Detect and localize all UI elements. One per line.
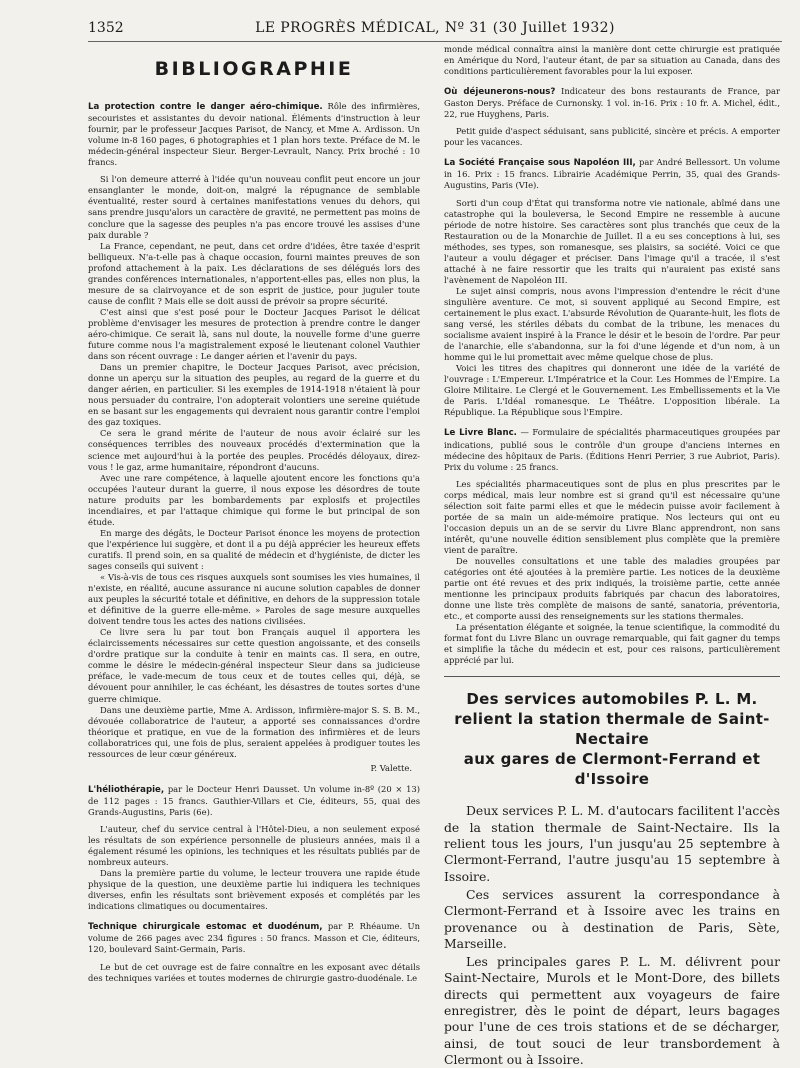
entry-citation — [444, 157, 780, 191]
review-heliotherapie — [88, 784, 420, 913]
entry-title: Où déjeunerons-nous? — [444, 87, 556, 98]
paragraph: Ce sera le grand mérite de l'auteur de nous avoir éclairé sur les conséquences terribles des nouveaux procédés d'extermination que la science met aujourd'hui à la portée des peuples. Procédés déloyaux, direz-vous ! le gaz, arme humanitaire, répondront d'aucuns. — [88, 428, 420, 472]
paragraph: Avec une rare compétence, à laquelle ajoutent encore les fonctions qu'a occupées l'auteur durant la guerre, il nous expose les désordres de toute nature produits par les bombardements par explosifs et projectiles incendiaires, et par l'attaque chimique qui forme le but principal de son étude. — [88, 472, 420, 527]
notice-title — [444, 689, 780, 789]
paragraph: Le sujet ainsi compris, nous avons l'impression d'entendre le récit d'une singulière aventure. Ce mot, si souvent appliqué au Second Empire, est certainement le plus exact. L'absurde Révolution de Quarante-huit, les flots de sang versé, les stériles débats du combat de la tribune, les menaces du socialisme avaient inspiré à la France le désir et le besoin de l'ordre. Par peur de l'anarchie, elle s'abandonna, sur la foi d'une légende et d'un nom, à un homme qui le lui promettait avec même quelque chose de plus. — [444, 285, 780, 363]
right-column — [444, 44, 780, 1067]
notice-title-line: Des services automobiles P. L. M. — [466, 690, 758, 709]
entry-citation — [88, 921, 420, 955]
entry-title: L'héliothérapie, — [88, 784, 165, 795]
paragraph: La France, cependant, ne peut, dans cet ordre d'idées, être taxée d'esprit belliqueux. N'a-t-elle pas à chaque occasion, fourni maintes preuves de son profond attachement à la paix. Les déclarations de ses délégués lors des grandes conférences internationales, n'apportent-elles pas, elles non plus, la mesure de sa clairvoyance et de son esprit de justice, pour juguler toute cause de conflit ? Mais elle se doit aussi de prévoir sa propre sécurité. — [88, 240, 420, 306]
paragraph: Dans un premier chapitre, le Docteur Jacques Parisot, avec précision, donne un aperçu sur la situation des peuples, au regard de la guerre et du danger aérien, en particulier. Si les exemples de 1914-1918 n'étaient là pour nous persuader du contraire, l'on adopterait volontiers une sereine quiétude en se basant sur les engagements qui devraient nous garantir contre l'emploi des gaz toxiques. — [88, 362, 420, 428]
section-title: BIBLIOGRAPHIE — [154, 58, 354, 80]
entry-meta: par le Docteur Henri Dausset. Un volume in-8º (20 × 13) de 112 pages : 15 francs. Gauthier-Villars et Cie, éditeurs, 55, quai des Grands-Augustins, Paris (6e). — [88, 783, 420, 817]
review-societe-francaise — [444, 157, 780, 418]
notice-title-line: relient la station thermale de Saint-Nectaire — [454, 710, 770, 749]
paragraph: Ce livre sera lu par tout bon Français auquel il apportera les éclaircissements nécessaires sur cette question angoissante, et des conseils d'ordre pratique sur la conduite à tenir en maints cas. Il sera, en outre, comme le désire le médecin-général inspecteur Sieur dans sa judicieuse préface, le vade-mecum de tous ceux et de toutes celles qui, déjà, se dévouent pour annihiler, le cas échéant, les désastres de toutes sortes d'une guerre chimique. — [88, 627, 420, 704]
paragraph: L'auteur, chef du service central à l'Hôtel-Dieu, a non seulement exposé les résultats de son expérience personnelle de plusieurs années, mais il a également résumé les opinions, les techniques et les résultats publiés par de nombreux auteurs. — [88, 824, 420, 868]
plm-notice — [444, 689, 780, 1068]
paragraph: « Vis-à-vis de tous ces risques auxquels sont soumises les vies humaines, il n'existe, en réalité, aucune assurance ni aucune solution capables de donner aux peuples la sécurité totale et définitive, en dehors de la suppression totale et définitive de la guerre elle-même. » Paroles de sage mesure auxquelles doivent tendre tous les actes des nations civilisées. — [88, 572, 420, 627]
entry-citation — [88, 101, 420, 168]
paragraph: Dans une deuxième partie, Mme A. Ardisson, infirmière-major S. S. B. M., dévouée collaboratrice de l'auteur, a apporté ses connaissances d'ordre théorique et pratique, en vue de la formation des infirmières et de leurs collaboratrices qui, une fois de plus, seraient appelées à prodiguer toutes les ressources de leur cœur généreux. — [88, 704, 420, 759]
paragraph: C'est ainsi que s'est posé pour le Docteur Jacques Parisot le délicat problème d'envisager les mesures de protection à prendre contre le danger aéro-chimique. Ce serait là, sans nul doute, la nouvelle forme d'une guerre future comme nous l'a magistralement exposé le lieutenant colonel Vauthier dans son récent ouvrage : Le danger aérien et l'avenir du pays. — [88, 306, 420, 362]
paragraph: Les spécialités pharmaceutiques sont de plus en plus prescrites par le corps médical, mais leur nombre est si grand qu'il est nécessaire qu'une sélection soit faite parmi elles et que le médecin puisse avoir facilement à portée de sa main un aide-mémoire pratique. Nos lecteurs qui ont eu l'occasion depuis un an de se servir du Livre Blanc apprendront, non sans intérêt, qu'une nouvelle édition sensiblement plus complète que la première vient de paraître. — [444, 478, 780, 555]
review-aero-chimique — [88, 101, 420, 774]
continuation-paragraph: monde médical connaîtra ainsi la manière dont cette chirurgie est pratiquée en Amérique du Nord, l'auteur étant, de par sa situation au Canada, dans des conditions particulièrement favorables pour la lui exposer. — [444, 44, 780, 77]
notice-body — [444, 803, 780, 1068]
paragraph: Voici les titres des chapitres qui donneront une idée de la variété de l'ouvrage : L'Empereur. L'Impératrice et la Cour. Les Hommes de l'Empire. La Gloire Militaire. Le Clergé et le Gouvernement. Les Embellissements et la Vie de Paris. L'Idéal romanesque. Le Théâtre. L'opposition libérale. La République. La République sous l'Empire. — [444, 363, 780, 418]
entry-title: Technique chirurgicale estomac et duodénum, — [88, 922, 323, 933]
review-technique-chirurgicale — [88, 921, 420, 983]
entry-meta: — Formulaire de spécialités pharmaceutiques groupées par indications, publié sous le contrôle d'un groupe d'anciens internes en médecine des hôpitaux de Paris. (Éditions Henri Perrier, 3 rue Aubriot, Paris). Prix du volume : 25 francs. — [444, 427, 780, 472]
paragraph: Deux services P. L. M. d'autocars facilitent l'accès de la station thermale de Saint-Nectaire. Ils la relient tous les jours, l'un jusqu'au 25 septembre à Clermont-Ferrand, l'autre jusqu'au 15 septembre à Issoire. — [444, 803, 780, 884]
divider-rule — [444, 676, 780, 677]
paragraph: Si l'on demeure atterré à l'idée qu'un nouveau conflit peut encore un jour ensanglanter le monde, doit-on, malgré la répugnance de semblable éventualité, rester sourd à certaines manifestations venues du dehors, qui sans prendre jusqu'alors un caractère de gravité, ne permettent pas moins de conclure que la sagesse des peuples n'a pas encore trouvé les assises d'une paix durable ? — [88, 174, 420, 240]
entry-citation — [88, 784, 420, 818]
review-ou-dejeunerons-nous — [444, 86, 780, 148]
paragraph: La présentation élégante et soignée, la tenue scientifique, la commodité du format font du Livre Blanc un ouvrage remarquable, qui fait gagner du temps et simplifie la tâche du médecin et est, pour ces raisons, particulièrement apprécié par lui. — [444, 622, 780, 666]
review-livre-blanc — [444, 427, 780, 666]
entry-meta: Rôle des infirmières, secouristes et assistantes du devoir national. Éléments d'instruction à leur fournir, par le professeur Jacques Parisot, de Nancy, et Mme A. Ardisson. Un volume in-8 160 pages, 6 photographies et 1 plan hors texte. Préface de M. le médecin-général inspecteur Sieur. Berger-Levrault, Nancy. Prix broché : 10 francs. — [88, 101, 420, 168]
notice-title-line: aux gares de Clermont-Ferrand et d'Issoire — [463, 750, 761, 789]
running-title: LE PROGRÈS MÉDICAL, Nº 31 (30 Juillet 1932) — [255, 20, 615, 36]
paragraph: Petit guide d'aspect séduisant, sans publicité, sincère et précis. A emporter pour les vacances. — [444, 126, 780, 148]
entry-citation — [444, 86, 780, 120]
review-signature: P. Valette. — [370, 762, 412, 773]
entry-citation — [444, 427, 780, 472]
entry-title: La protection contre le danger aéro-chimique. — [88, 102, 323, 113]
entry-meta: par P. Rhéaume. Un volume de 266 pages avec 234 figures : 50 francs. Masson et Cie, éditeurs, 120, boulevard Saint-Germain, Paris. — [88, 921, 420, 955]
left-column — [88, 44, 420, 1044]
entry-meta: Indicateur des bons restaurants de France, par Gaston Derys. Préface de Curnonsky. 1 vol. in-16. Prix : 10 fr. A. Michel, édit., 22, rue Huyghens, Paris. — [444, 86, 780, 120]
entry-title: Le Livre Blanc. — [444, 428, 517, 439]
paragraph: En marge des dégâts, le Docteur Parisot énonce les moyens de protection que l'expérience lui suggère, et dont il a pu déjà apprécier les heureux effets curatifs. Il prend soin, en sa qualité de médecin et d'hygiéniste, de dicter les sages conseils qui suivent : — [88, 527, 420, 571]
page-number: 1352 — [88, 20, 124, 36]
entry-title: La Société Française sous Napoléon III, — [444, 158, 636, 169]
header-rule — [88, 41, 782, 42]
entry-meta: par André Bellessort. Un volume in 16. Prix : 15 francs. Librairie Académique Perrin, 35, quai des Grands-Augustins, Paris (VIe). — [444, 157, 780, 191]
paragraph: Dans la première partie du volume, le lecteur trouvera une rapide étude physique de la question, une deuxième partie lui indiquera les techniques diverses, enfin les résultats sont brièvement exposés et complétés par les indications climatiques ou documentaires. — [88, 868, 420, 912]
paragraph: Ces services assurent la correspondance à Clermont-Ferrand et à Issoire avec les trains en provenance ou à destination de Paris, Sète, Marseille. — [444, 886, 780, 951]
paragraph: Le but de cet ouvrage est de faire connaître en les exposant avec détails des techniques variées et toutes modernes de chirurgie gastro-duodénale. Le — [88, 961, 420, 983]
paragraph: De nouvelles consultations et une table des maladies groupées par catégories ont été ajoutées à la première partie. Les notices de la deuxième partie ont été revues et des prix indiqués, la troisième partie, cette année mentionne les principaux produits fabriqués par chacun des laboratoires, donne une liste très complète de maisons de santé, sanatoria, préventoria, etc., et comporte aussi des renseignements sur les stations thermales. — [444, 555, 780, 622]
paragraph: Sorti d'un coup d'État qui transforma notre vie nationale, abîmé dans une catastrophe qui la bouleversa, le Second Empire ne ressemble à aucune période de notre histoire. Ses caractères sont plus tranchés que ceux de la Restauration ou de la Monarchie de Juillet. Il a eu ses conceptions à lui, ses méthodes, ses types, son romanesque, ses plaisirs, sa société. Voici ce que l'auteur a voulu dégager et préciser. Dans l'image qu'il a tracée, il s'est attaché à ne faire ressortir que les traits qui n'auraient pas existé sans l'avènement de Napoléon III. — [444, 197, 780, 285]
paragraph: Les principales gares P. L. M. délivrent pour Saint-Nectaire, Murols et le Mont-Dore, des billets directs qui permettent aux voyageurs de faire enregistrer, dès le point de départ, leurs bagages pour l'une de ces trois stations et de se décharger, ainsi, de tout souci de leur transbordement à Clermont ou à Issoire. — [444, 954, 780, 1067]
page-header — [88, 18, 782, 38]
